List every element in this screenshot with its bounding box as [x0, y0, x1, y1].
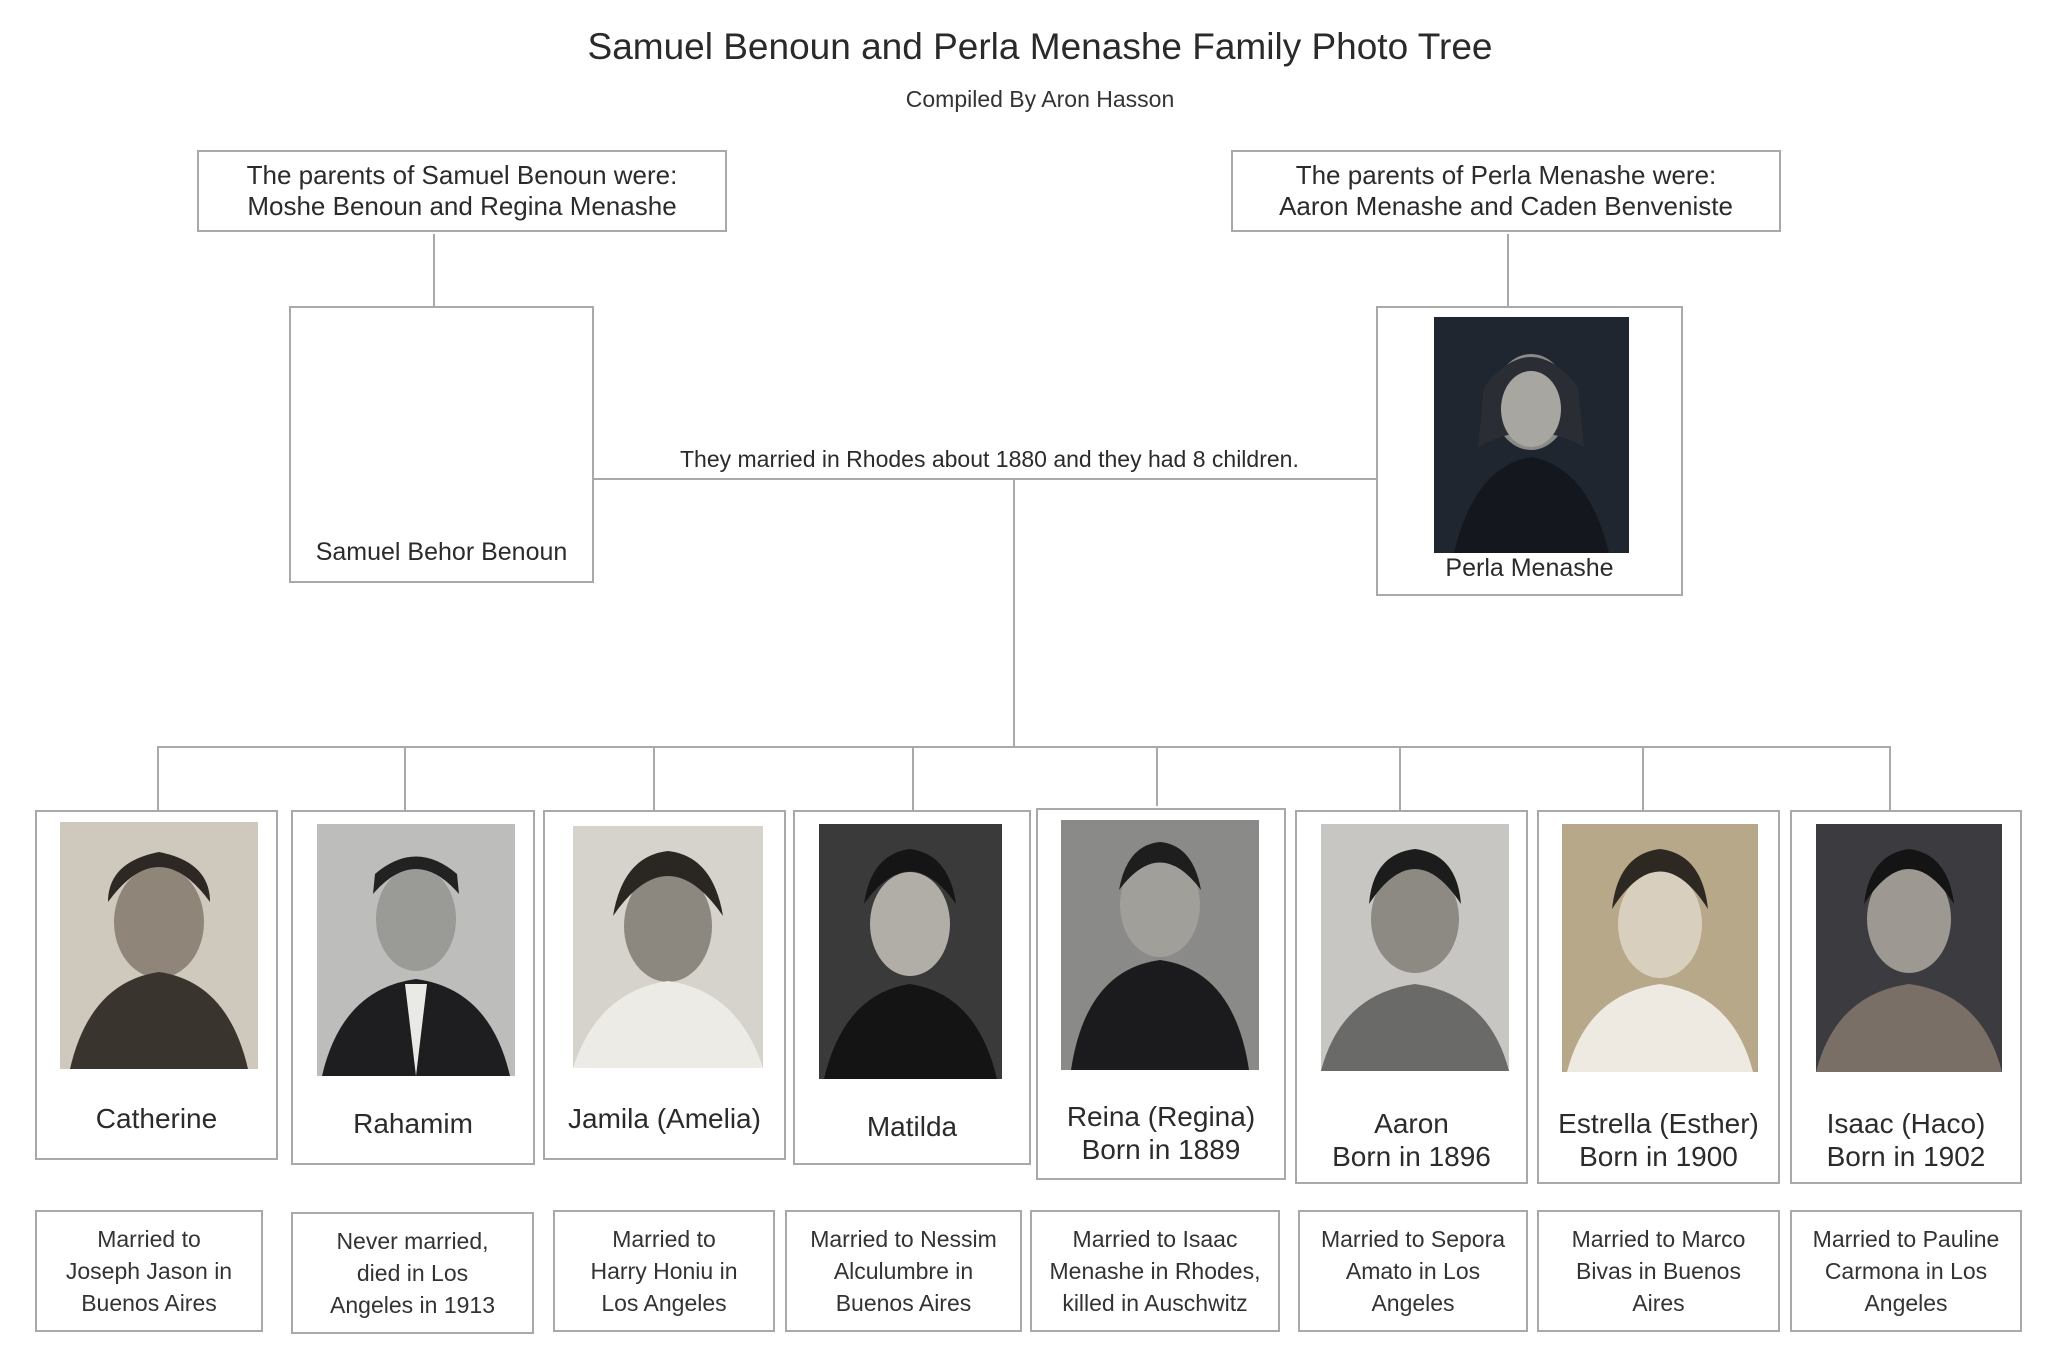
husband-card [289, 306, 594, 583]
wife-card [1376, 306, 1683, 596]
perla-parents-line2: Aaron Menashe and Caden Benveniste [1279, 191, 1733, 221]
child-card-matilda [793, 810, 1031, 1165]
child-note: Married to Nessim Alculumbre in Buenos Aires [785, 1210, 1022, 1332]
samuel-parents-line2: Moshe Benoun and Regina Menashe [247, 191, 677, 221]
child-name: Isaac (Haco) [1826, 1108, 1986, 1139]
connector-line [157, 746, 159, 810]
child-name: Catherine [95, 1103, 218, 1134]
child-note: Married to Joseph Jason in Buenos Aires [35, 1210, 263, 1332]
child-name: Reina (Regina) [1066, 1101, 1256, 1132]
husband-name: Samuel Behor Benoun [315, 538, 568, 566]
child-note: Married to Marco Bivas in Buenos Aires [1537, 1210, 1780, 1332]
samuel-parents-box [197, 150, 727, 232]
connector-line [1889, 746, 1891, 810]
child-card-estrella [1537, 810, 1780, 1184]
wife-photo [1434, 317, 1629, 553]
child-card-isaac [1790, 810, 2022, 1184]
connector-line [594, 478, 1376, 480]
page-subtitle: Compiled By Aron Hasson [905, 86, 1175, 112]
perla-parents-line1: The parents of Perla Menashe were: [1295, 160, 1717, 190]
connector-line [404, 746, 406, 810]
child-photo [1061, 820, 1259, 1070]
child-born: Born in 1896 [1332, 1141, 1491, 1172]
child-photo [1816, 824, 2002, 1072]
child-name: Aaron [1374, 1108, 1449, 1139]
child-photo [1562, 824, 1758, 1072]
connector-line [912, 746, 914, 810]
child-note: Married to Harry Honiu in Los Angeles [553, 1210, 775, 1332]
wife-name: Perla Menashe [1445, 554, 1614, 582]
child-note: Married to Pauline Carmona in Los Angeles [1790, 1210, 2022, 1332]
child-photo [60, 822, 258, 1069]
child-note: Never married, died in Los Angeles in 1913 [291, 1212, 534, 1334]
child-born: Born in 1900 [1579, 1141, 1738, 1172]
child-photo [819, 824, 1002, 1079]
page-title: Samuel Benoun and Perla Menashe Family Photo Tree [587, 26, 1493, 67]
samuel-parents-line1: The parents of Samuel Benoun were: [246, 160, 678, 190]
child-card-jamila [543, 810, 786, 1160]
child-card-catherine [35, 810, 278, 1160]
marriage-note: They married in Rhodes about 1880 and they had 8 children. [680, 446, 1299, 472]
child-card-aaron [1295, 810, 1528, 1184]
connector-line [1642, 746, 1644, 810]
perla-parents-box [1231, 150, 1781, 232]
child-name: Rahamim [353, 1108, 473, 1139]
child-photo [1321, 824, 1509, 1071]
child-name: Estrella (Esther) [1558, 1108, 1759, 1139]
connector-line [653, 746, 655, 810]
connector-line [157, 746, 1891, 748]
child-born: Born in 1902 [1826, 1141, 1986, 1172]
connector-line [1507, 234, 1509, 308]
child-photo [573, 826, 763, 1068]
child-born: Born in 1889 [1081, 1134, 1241, 1165]
connector-line [1013, 478, 1015, 746]
child-card-reina [1036, 808, 1286, 1180]
child-name: Jamila (Amelia) [568, 1103, 761, 1134]
child-note: Married to Sepora Amato in Los Angeles [1298, 1210, 1528, 1332]
connector-line [433, 234, 435, 308]
connector-line [1399, 746, 1401, 810]
connector-line [1156, 746, 1158, 806]
child-note: Married to Isaac Menashe in Rhodes, killed in Auschwitz [1030, 1210, 1280, 1332]
child-photo [317, 824, 515, 1076]
child-card-rahamim [291, 810, 535, 1165]
child-name: Matilda [866, 1111, 958, 1142]
